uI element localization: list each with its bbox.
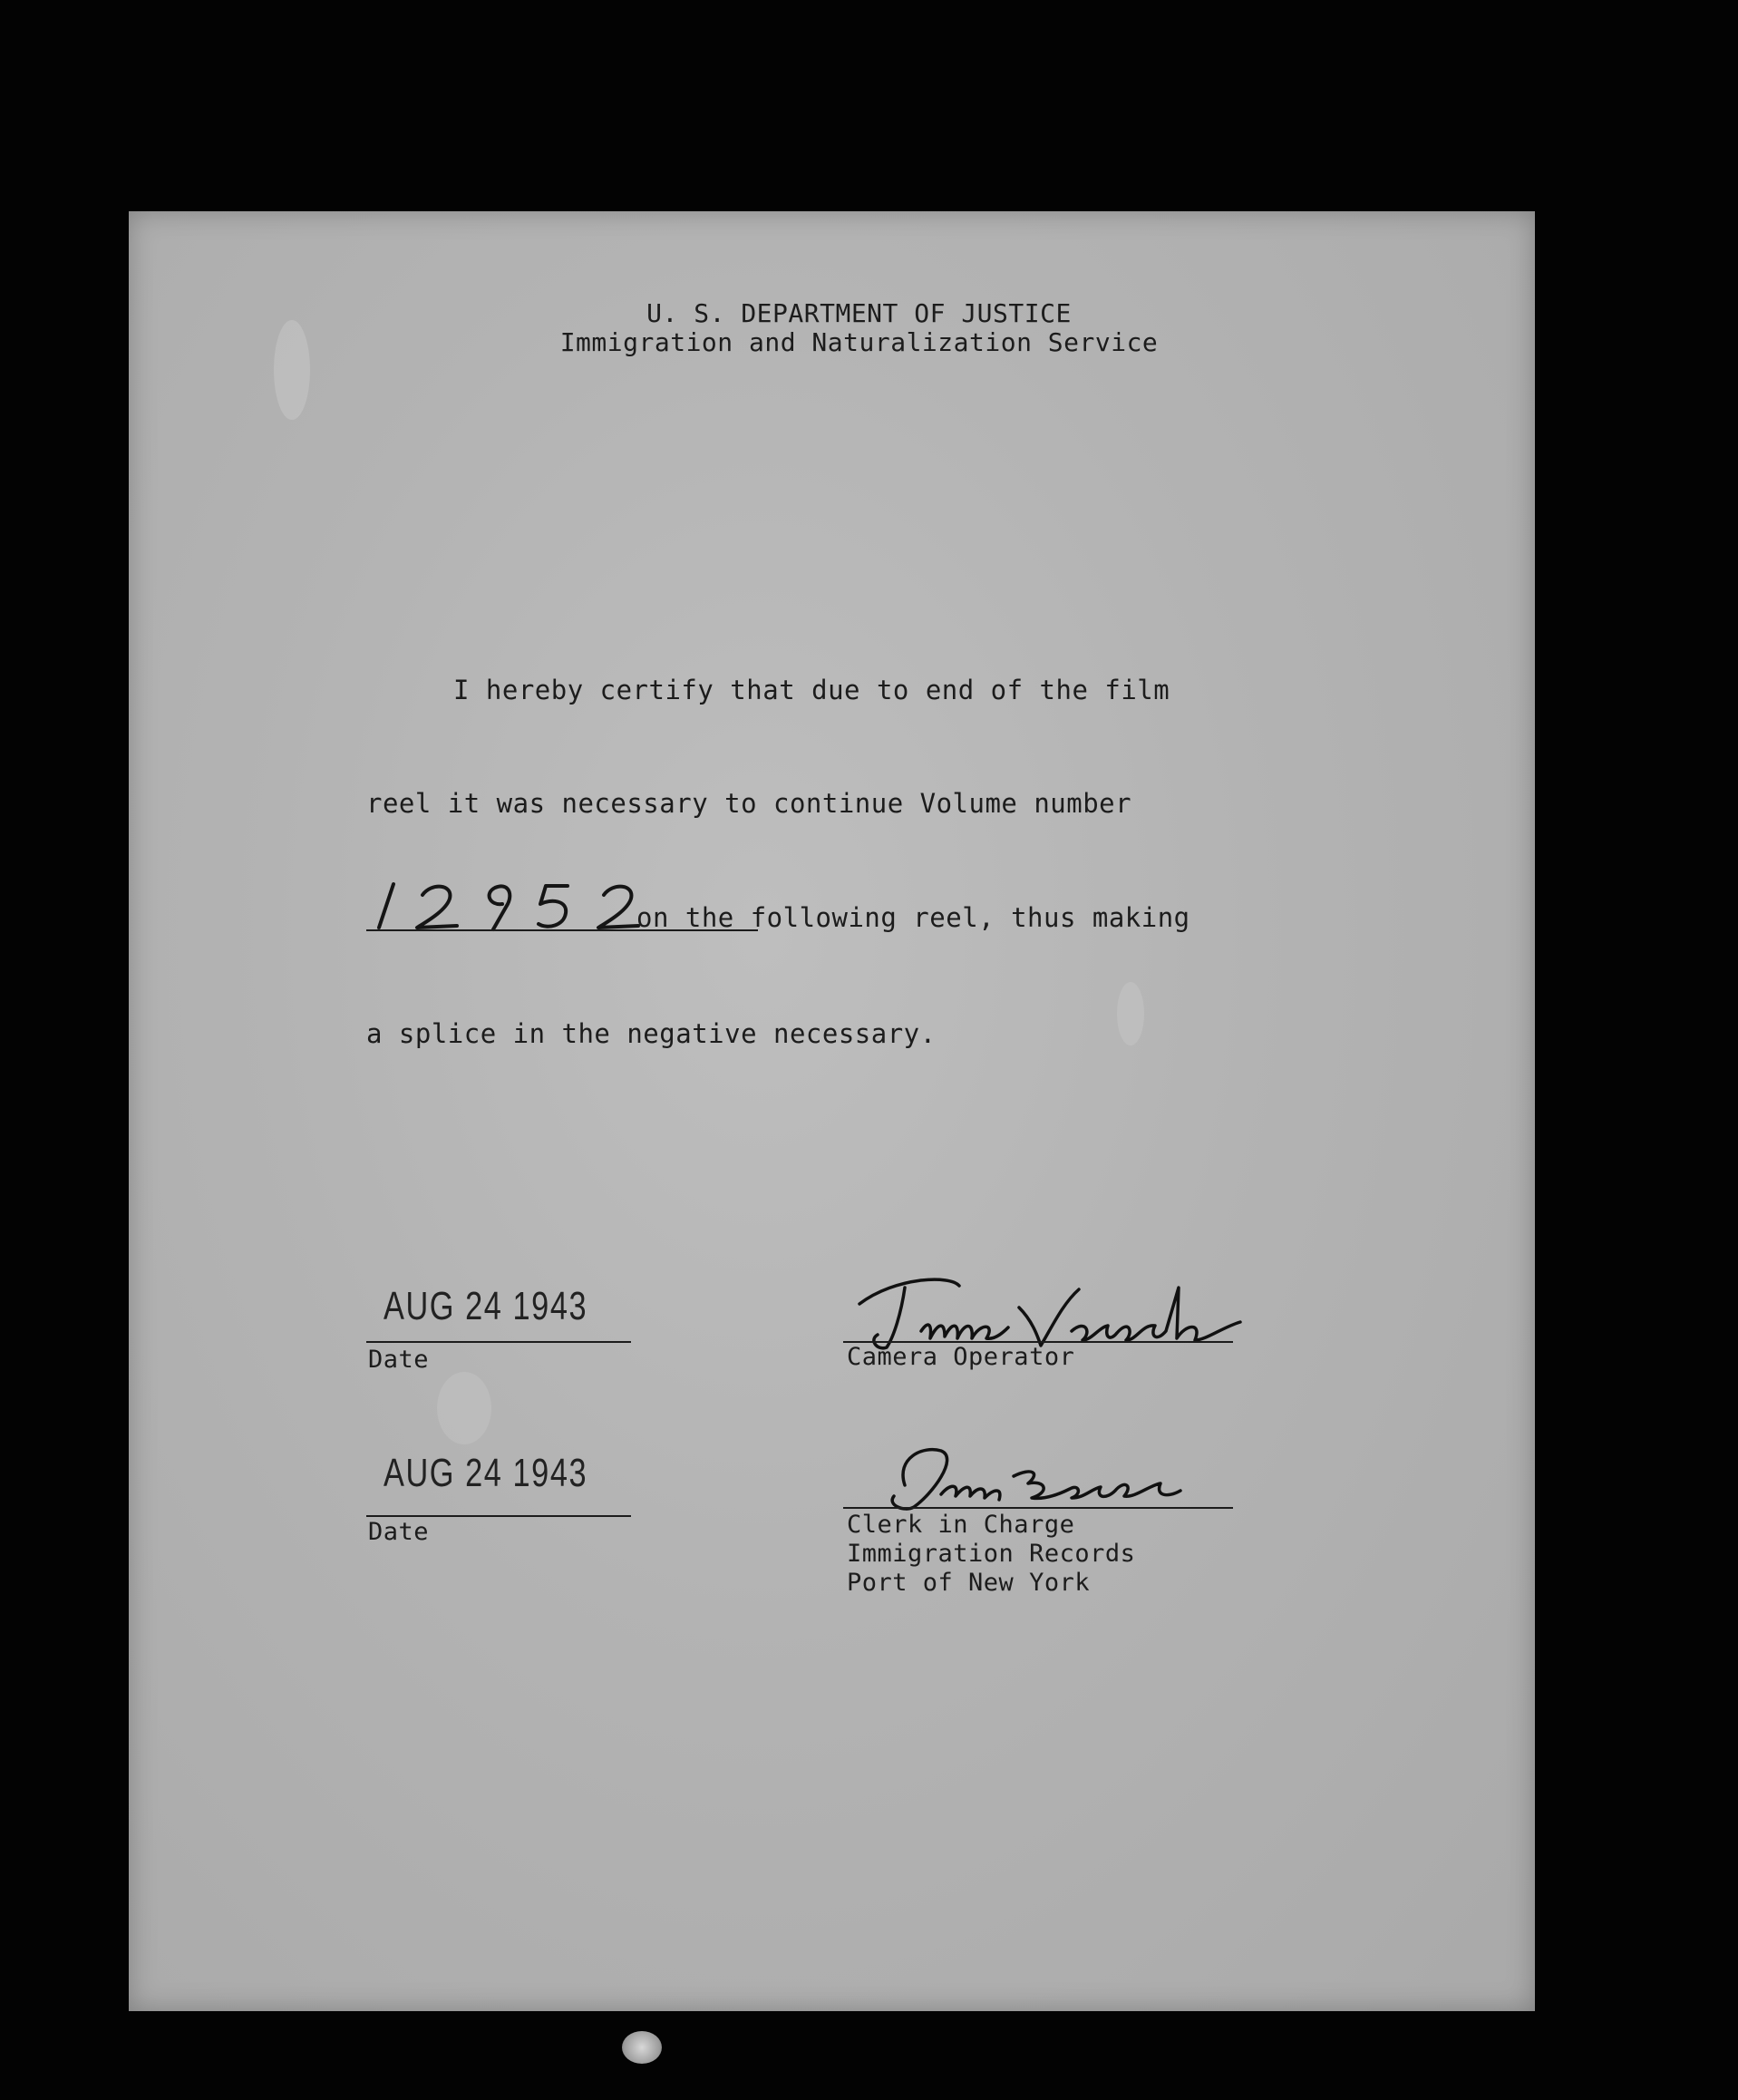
date-label-1: Date: [368, 1346, 430, 1374]
clerk-signature-line: [843, 1507, 1233, 1509]
date-stamp-2: AUG 24 1943: [384, 1451, 588, 1495]
date-line-2: [366, 1515, 631, 1517]
date-stamp-1: AUG 24 1943: [384, 1284, 588, 1328]
film-punch-hole: [622, 2031, 662, 2064]
film-speck: [1117, 982, 1144, 1045]
film-speck: [437, 1372, 491, 1444]
clerk-department: Immigration Records: [847, 1540, 1136, 1568]
clerk-location: Port of New York: [847, 1569, 1091, 1597]
camera-operator-label: Camera Operator: [847, 1343, 1075, 1371]
date-label-2: Date: [368, 1518, 430, 1546]
clerk-signature: [878, 1440, 1240, 1517]
clerk-title: Clerk in Charge: [847, 1511, 1075, 1539]
certification-line-1: I hereby certify that due to end of the film: [453, 675, 1170, 705]
agency-header: U. S. DEPARTMENT OF JUSTICE: [646, 298, 1072, 328]
certificate-page: [129, 211, 1535, 2011]
agency-subheader: Immigration and Naturalization Service: [559, 327, 1159, 357]
certification-line-3: on the following reel, thus making: [636, 902, 1190, 933]
certification-line-4: a splice in the negative necessary.: [366, 1018, 937, 1049]
date-line-1: [366, 1341, 631, 1343]
certification-line-2: reel it was necessary to continue Volume number: [366, 788, 1132, 819]
